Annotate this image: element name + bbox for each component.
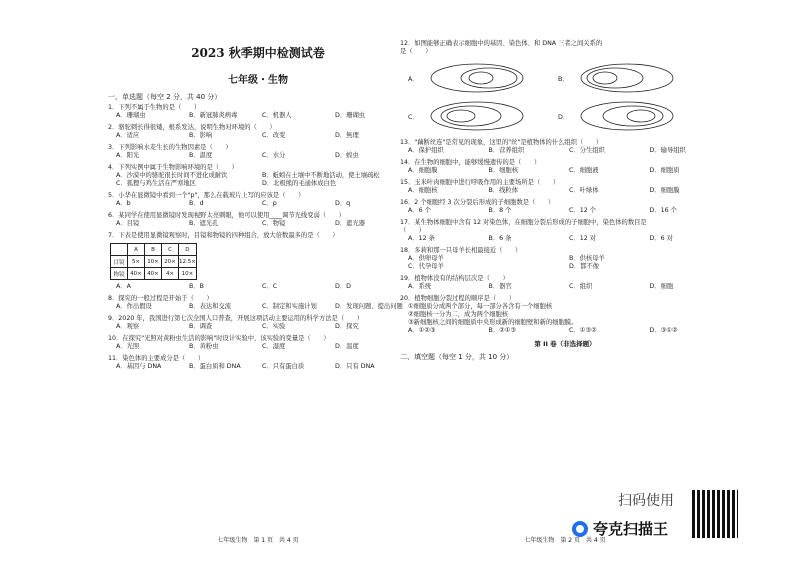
table-cell: D xyxy=(179,244,197,256)
option: D．都不像 xyxy=(569,263,600,270)
option: A．①②③ xyxy=(408,327,436,334)
option: C．水分 xyxy=(262,152,286,159)
question-stem: 是（ ） xyxy=(400,48,432,55)
option: B． xyxy=(558,75,569,83)
option: A．保护组织 xyxy=(408,147,444,154)
option: C．实验 xyxy=(262,323,286,330)
question-stem: （ ） xyxy=(400,227,426,234)
option: D．q xyxy=(335,200,351,207)
option: D．发现问题、提出问题 xyxy=(335,303,403,310)
statement: ②细胞核一分为二，成为两个细胞核 xyxy=(408,311,509,318)
option: C．狐狸与鸡生活在严寒地区 xyxy=(116,180,196,187)
option: A．适应 xyxy=(116,132,140,139)
table-cell: 40× xyxy=(145,268,162,280)
question-stem: 15．玉米叶肉细胞中进行呼吸作用的主要场所是（ ） xyxy=(400,179,560,186)
question-stem: 3．下列影响水麦生长的生物因素是（ ） xyxy=(108,144,232,151)
diagram-c xyxy=(408,97,558,135)
question-3 xyxy=(108,144,408,160)
table-cell: 目镜 xyxy=(111,256,128,268)
option: A．b xyxy=(116,200,131,207)
question-stem: 4．下列实例中属于生物影响环境的是（ ） xyxy=(108,164,238,171)
question-stem: 17．某生物体细胞中含有 12 对染色体，在细胞分裂后形成的子细胞中，染色体的数目是 xyxy=(400,219,647,226)
question-16 xyxy=(400,199,730,215)
venn-diagrams xyxy=(408,59,730,135)
option: B．6 条 xyxy=(488,235,512,242)
option: C．物镜 xyxy=(262,220,286,227)
option: C．组织 xyxy=(569,283,593,290)
option: D．③①② xyxy=(649,327,678,334)
option: D．细胞质 xyxy=(649,167,680,174)
option: A．光照 xyxy=(116,343,140,350)
question-stem: 16．2 个细胞经 3 次分裂后形成的子细胞数是（ ） xyxy=(400,199,555,206)
question-19 xyxy=(400,275,730,291)
page-footer: 七年级生物 第 1 页 共 4 页 xyxy=(217,537,299,544)
brand-logo xyxy=(572,518,668,539)
part-heading: 第 II 卷（非选择题） xyxy=(534,340,596,348)
option: B．黄粉虫 xyxy=(189,343,219,350)
option: A．6 个 xyxy=(408,207,431,214)
question-stem: 6．某同学在使用显微镜时发现视野太亮刺眼，他可以使用____调节光线变弱（ ） xyxy=(108,212,345,219)
quark-logo-icon xyxy=(572,521,588,537)
option: B．表达和交流 xyxy=(189,303,232,310)
option: C．改变 xyxy=(262,132,286,139)
scanner-watermark xyxy=(572,490,742,550)
option: C．12 对 xyxy=(569,235,597,242)
option: D．6 对 xyxy=(649,235,673,242)
option: A．系统 xyxy=(408,283,432,290)
option: B．供核母羊 xyxy=(569,255,605,262)
option: C．p xyxy=(262,200,277,207)
section-heading: 二、填空题（每空 1 分，共 10 分） xyxy=(400,353,514,361)
question-4 xyxy=(108,164,408,188)
option: A．细胞膜 xyxy=(408,167,438,174)
question-1 xyxy=(108,104,408,120)
question-11 xyxy=(108,355,408,371)
question-14 xyxy=(400,159,730,175)
question-stem: 18．多莉和那一只母羊长相最接近（ ） xyxy=(400,247,522,254)
diagram-b xyxy=(558,59,708,97)
question-9 xyxy=(108,315,408,331)
option: C．细胞液 xyxy=(569,167,599,174)
option: B．营养组织 xyxy=(488,147,525,154)
table-cell: 12.5× xyxy=(179,256,197,268)
option: B．d xyxy=(189,200,204,207)
question-13 xyxy=(400,139,730,155)
option: A．A xyxy=(116,283,131,290)
question-stem: 2．骆驼刺长得很矮，根系发达，说明生物对环境的（ ） xyxy=(108,124,276,131)
section-heading: 一、单选题（每空 2 分，共 40 分） xyxy=(108,93,222,101)
nested-ellipse-diagram xyxy=(577,62,677,94)
option: D．细胞膜 xyxy=(649,187,680,194)
question-7 xyxy=(108,232,408,291)
exam-subtitle: 七年级・生物 xyxy=(228,75,288,86)
option: B．②①③ xyxy=(488,327,517,334)
scan-prompt: 扫码使用 xyxy=(618,493,674,509)
nested-ellipse-diagram xyxy=(427,62,527,94)
nested-ellipse-diagram xyxy=(577,100,677,132)
question-stem: 11．染色体的主要成分是（ ） xyxy=(108,355,205,362)
option: A．观察 xyxy=(116,323,140,330)
option: B．蛋白质和 DNA xyxy=(189,363,241,370)
question-stem: 9．2020 年，我国进行第七次全国人口普查，开展这项活动主要运用的科学方法是（ ） xyxy=(108,315,364,322)
table-cell: 40× xyxy=(128,268,145,280)
question-2 xyxy=(108,124,408,140)
question-stem: 5．小华在显微镜中看到一个"p"，那么在载玻片上写的应该是（ ） xyxy=(108,192,305,199)
statement: ①细胞质分成两个部分，每一部分各含有一个细胞核 xyxy=(408,303,553,310)
option: A．沙漠中的骆驼很长时间不进化成耐饮 xyxy=(116,172,228,179)
page-footer: 七年级生物 第 2 页 共 4 页 xyxy=(524,537,606,544)
option: D．温度 xyxy=(335,343,359,350)
option: D．珊瑚虫 xyxy=(335,112,366,119)
question-18 xyxy=(400,247,730,271)
question-6 xyxy=(108,212,408,228)
option: D．無理 xyxy=(335,132,359,139)
table-cell: A xyxy=(128,244,145,256)
option: A．供卵母羊 xyxy=(408,255,444,262)
option: A．12 条 xyxy=(408,235,435,242)
option: A． xyxy=(408,75,419,83)
table-cell: 5× xyxy=(128,256,145,268)
question-12 xyxy=(400,40,730,135)
question-8 xyxy=(108,295,408,311)
question-stem: 12．如图能够正确表示细胞中的基因、染色体、和 DNA 三者之间关系的 xyxy=(400,40,603,47)
option: D．北极熊的毛通体成白色 xyxy=(262,180,337,187)
question-stem: 1．下列不属于生物的是（ ） xyxy=(108,104,201,111)
option: D． xyxy=(558,113,570,121)
option: A．作出假设 xyxy=(116,303,152,310)
option: A．细胞核 xyxy=(408,187,438,194)
option: C．机器人 xyxy=(262,112,292,119)
question-15 xyxy=(400,179,730,195)
option: D．输导组织 xyxy=(649,147,686,154)
question-17 xyxy=(400,219,730,243)
option: D．蝗虫 xyxy=(335,152,359,159)
left-page xyxy=(108,30,408,550)
table-cell: B xyxy=(145,244,162,256)
option: B．新冠肺炎病毒 xyxy=(189,112,238,119)
option: C．C xyxy=(262,283,278,290)
right-page xyxy=(400,30,730,550)
option: C．12 个 xyxy=(569,207,597,214)
option: B．蚯蚓在土壤中不断地活动，使土壤疏松 xyxy=(262,172,380,179)
option: D．D xyxy=(335,283,351,290)
option: B．温度 xyxy=(189,152,213,159)
question-stem: 10．在探究"光照对黄粉虫生活的影响"时设计实验中，该实验的变量是（ ） xyxy=(108,335,330,342)
question-stem: 19．植物体没有的结构层次是（ ） xyxy=(400,275,509,282)
question-5 xyxy=(108,192,408,208)
option: C．①③② xyxy=(569,327,597,334)
magnification-table xyxy=(110,243,197,280)
option: B．影响 xyxy=(189,132,213,139)
diagram-d xyxy=(558,97,708,135)
table-cell: 10× xyxy=(145,256,162,268)
option: A．目镜 xyxy=(116,220,140,227)
question-stem: 7．下表是使用显微镜观察时，目镜和物镜的四种组合，放大倍数最多的是（ ） xyxy=(108,232,339,239)
option: B．线粒体 xyxy=(488,187,519,194)
statement: ③新细胞核之间的细胞质中央形成新的细胞壁和新的细胞膜。 xyxy=(408,319,578,326)
table-cell: 4× xyxy=(162,268,179,280)
option: D．16 个 xyxy=(649,207,677,214)
option: D．遮光器 xyxy=(335,220,366,227)
option: A．珊瑚虫 xyxy=(116,112,146,119)
option: B．B xyxy=(189,283,204,290)
table-cell xyxy=(111,244,128,256)
question-stem: 13．"藕断丝连"是常见的现象，这里的"丝"是植物体的什么组织（ ） xyxy=(400,139,603,146)
option: C．分生组织 xyxy=(569,147,605,154)
option: B．器官 xyxy=(488,283,512,290)
option: D．探究 xyxy=(335,323,359,330)
table-cell: C xyxy=(162,244,179,256)
qr-code-icon[interactable] xyxy=(692,490,738,538)
option: C．代孕母羊 xyxy=(408,263,444,270)
option: C．叶绿体 xyxy=(569,187,599,194)
option: B．遮光孔 xyxy=(189,220,219,227)
question-20 xyxy=(400,295,730,335)
option: D．只有 DNA xyxy=(335,363,375,370)
brand-name: 夸克扫描王 xyxy=(593,520,669,538)
nested-ellipse-diagram xyxy=(427,100,527,132)
table-cell: 10× xyxy=(179,268,197,280)
table-cell: 20× xyxy=(162,256,179,268)
option: C．湿度 xyxy=(262,343,286,350)
option: B．调查 xyxy=(189,323,213,330)
option: C． xyxy=(408,113,419,121)
question-stem: 8．探究的一般过程是开始于（ ） xyxy=(108,295,213,302)
exam-title: 2023 秋季期中检测试卷 xyxy=(191,46,325,60)
option: C．制定和实施计划 xyxy=(262,303,317,310)
question-stem: 14．在生物的细胞中，能够缓慢遗传的是（ ） xyxy=(400,159,541,166)
table-cell: 物镜 xyxy=(111,268,128,280)
option: D．细胞 xyxy=(649,283,674,290)
diagram-a xyxy=(408,59,558,97)
option: B．8 个 xyxy=(488,207,512,214)
option: A．基因与 DNA xyxy=(116,363,162,370)
option: B．细胞核 xyxy=(488,167,519,174)
option: C．只有蛋白质 xyxy=(262,363,305,370)
question-stem: 20．植物细胞分裂过程的顺序是（ ） xyxy=(400,295,516,302)
question-10 xyxy=(108,335,408,351)
option: A．阳光 xyxy=(116,152,140,159)
